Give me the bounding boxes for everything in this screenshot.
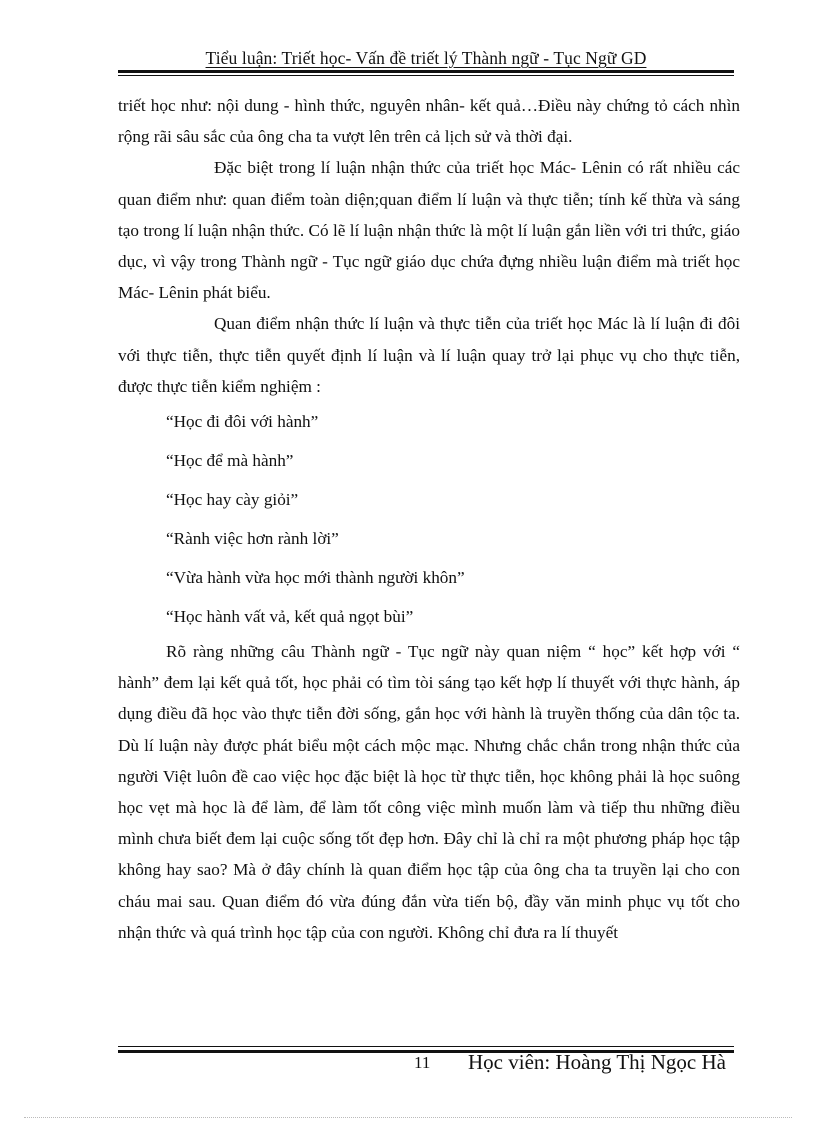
footer-author: Học viên: Hoàng Thị Ngọc Hà [468, 1050, 726, 1074]
document-body [118, 90, 740, 948]
page-number: 11 [414, 1053, 431, 1072]
footer-rule-thin [118, 1046, 734, 1047]
proverb-item: “Học hành vất vả, kết quả ngọt bùi” [166, 607, 414, 627]
proverb-item: “Học đi đôi với hành” [166, 412, 319, 432]
header-title: Tiểu luận: Triết học- Vấn đề triết lý Thành ngữ - Tục Ngữ GD [205, 48, 647, 68]
page-bottom-dotted-line [24, 1117, 792, 1118]
header-rule-thin [118, 75, 734, 76]
proverb-item: “Rành việc hơn rành lời” [166, 529, 339, 549]
proverb-item: “Học hay cày giỏi” [166, 490, 299, 510]
proverb-item: “Vừa hành vừa học mới thành người khôn” [166, 568, 465, 588]
proverb-item: “Học để mà hành” [166, 451, 294, 471]
proverb-list [118, 402, 740, 636]
paragraph-theory-practice: Quan điểm nhận thức lí luận và thực tiễn của triết học Mác là lí luận đi đôi với thực tiễn, thực tiễn quyết định lí luận và lí luận quay trở lại phục vụ cho thực tiễn, được thực tiễn kiểm nghiệm : [118, 314, 740, 396]
paragraph-conclusion: Rõ ràng những câu Thành ngữ - Tục ngữ này quan niệm “ học” kết hợp với “ hành” đem lại kết quả tốt, học phải có tìm tòi sáng tạo kết hợp lí thuyết với thực hành, áp dụng điều đã học vào thực tiễn đời sống, gắn học với hành là truyền thống của dân tộc ta. Dù lí luận này được phát biểu một cách mộc mạc. Nhưng chắc chắn trong nhận thức của người Việt luôn đề cao việc học đặc biệt là học từ thực tiễn, học không phải là học suông học vẹt mà học là để làm, để làm tốt công việc mình muốn làm và tiếp thu những điều mình chưa biết đem lại cuộc sống tốt đẹp hơn. Đây chỉ là chỉ ra một phương pháp học tập không hay sao? Mà ở đây chính là quan điểm học tập của ông cha ta truyền lại cho con cháu mai sau. Quan điểm đó vừa đúng đắn vừa tiến bộ, đầy văn minh phục vụ tốt cho nhận thức và quá trình học tập của con người. Không chỉ đưa ra lí thuyết [118, 642, 740, 942]
paragraph-marx-lenin: Đặc biệt trong lí luận nhận thức của triết học Mác- Lênin có rất nhiều các quan điểm như: quan điểm toàn diện;quan điểm lí luận và thực tiễn; tính kế thừa và sáng tạo trong lí luận nhận thức. Có lẽ lí luận nhận thức là một lí luận gắn liền với tri thức, giáo dục, vì vậy trong Thành ngữ - Tục ngữ giáo dục chứa đựng nhiều luận điểm mà triết học Mác- Lênin phát biểu. [118, 158, 740, 303]
header-rule-thick [118, 70, 734, 73]
page-header [118, 48, 734, 69]
paragraph-continuation: triết học như: nội dung - hình thức, nguyên nhân- kết quả…Điều này chứng tỏ cách nhìn rộng rãi sâu sắc của ông cha ta vượt lên trên cả lịch sử và thời đại. [118, 96, 740, 147]
